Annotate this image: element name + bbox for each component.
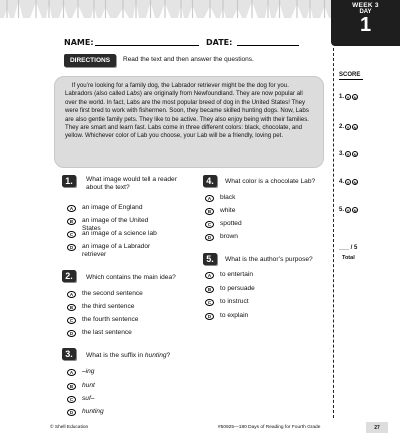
question-number-badge: 5. xyxy=(203,253,217,265)
question-text: Which contains the main idea? xyxy=(86,274,176,281)
question-number-badge: 3. xyxy=(62,348,76,360)
question-text: What is the suffix in hunting? xyxy=(86,352,171,359)
answer-option[interactable] xyxy=(67,329,187,337)
score-item-number: 1. xyxy=(339,94,345,100)
day-label: DAY xyxy=(359,9,372,15)
answer-option[interactable] xyxy=(205,298,325,306)
answer-bubble[interactable]: A xyxy=(67,369,76,376)
answer-option[interactable] xyxy=(67,395,187,403)
band-trunk-shape xyxy=(237,0,238,18)
answer-bubble[interactable]: D xyxy=(67,330,76,337)
score-item-number: 4. xyxy=(339,179,345,185)
answer-option[interactable] xyxy=(67,316,187,324)
answer-option[interactable] xyxy=(67,303,187,311)
score-total-label: Total xyxy=(342,255,355,261)
answer-bubble[interactable]: D xyxy=(67,244,76,251)
answer-option[interactable] xyxy=(205,271,325,279)
answer-option[interactable] xyxy=(205,285,325,293)
day-number: 1 xyxy=(359,14,372,36)
score-item xyxy=(339,151,358,157)
band-trunk-shape xyxy=(105,0,106,18)
footer-title: #50925—180 Days of Reading for Fourth Grade xyxy=(218,425,321,430)
band-trunk-shape xyxy=(6,0,7,18)
answer-bubble[interactable]: D xyxy=(205,234,214,241)
answer-bubble[interactable]: C xyxy=(67,396,76,403)
date-label: DATE: xyxy=(206,38,233,47)
band-trunk-shape xyxy=(209,0,210,18)
answer-option-label: spotted xyxy=(220,220,242,227)
answer-option-label: to entertain xyxy=(220,271,253,278)
question-text: What image would tell a reader about the text? xyxy=(86,176,177,191)
directions-text: Read the text and then answer the questions. xyxy=(123,56,254,63)
band-trunk-shape xyxy=(63,0,64,18)
band-trunk-shape xyxy=(267,0,268,18)
question-number-badge: 4. xyxy=(203,175,217,187)
answer-option-label: suf– xyxy=(82,395,95,402)
answer-bubble[interactable]: A xyxy=(67,205,76,212)
band-trunk-shape xyxy=(150,0,151,18)
answer-bubble[interactable]: C xyxy=(67,317,76,324)
band-trunk-shape xyxy=(251,0,252,18)
band-trunk-shape xyxy=(180,0,181,18)
band-trunk-shape xyxy=(279,0,280,18)
passage-text: If you’re looking for a family dog, the Labrador retriever might be the dog for you. Labradors (also called Labs) are originally from Newfoundland. They are now popular all over the world. In fact, Labs are the most popular breed of dog in the United States! They were first bred to work with fishermen. Soon, they became skilled hunting dogs. Now, Labs are also gentle family pets. They like to be active. They also enjoy being with their families. They are smart and learn fast. Labs come in three different colors: black, chocolate, and yellow. Whichever color of Lab you choose, your Lab will be a friendly, loving pet. xyxy=(65,82,309,140)
score-no-bubble[interactable]: N xyxy=(353,152,357,157)
answer-option-label: the second sentence xyxy=(82,290,143,297)
answer-bubble[interactable]: D xyxy=(67,409,76,416)
score-item xyxy=(339,207,358,213)
score-no-bubble[interactable]: N xyxy=(353,208,357,213)
answer-bubble[interactable]: A xyxy=(67,291,76,298)
answer-option[interactable] xyxy=(67,290,187,298)
answer-option-label: an image of the United States xyxy=(82,217,149,232)
band-trunk-shape xyxy=(93,0,94,18)
page-number: 27 xyxy=(366,422,388,433)
question-text: What color is a chocolate Lab? xyxy=(225,178,316,185)
answer-option[interactable] xyxy=(67,382,187,390)
answer-option[interactable] xyxy=(205,233,325,241)
band-trunk-shape xyxy=(309,0,310,18)
answer-option-label: the last sentence xyxy=(82,329,132,336)
band-trunk-shape xyxy=(122,0,123,18)
band-trunk-shape xyxy=(324,0,325,18)
band-trunk-shape xyxy=(35,0,36,18)
answer-option-label: an image of England xyxy=(82,204,143,211)
answer-option-label: to explain xyxy=(220,312,249,319)
answer-option-label: hunting xyxy=(82,408,104,415)
score-no-bubble[interactable]: N xyxy=(353,125,357,130)
score-yes-bubble[interactable]: Y xyxy=(346,208,350,213)
band-trunk-shape xyxy=(296,0,297,18)
score-no-bubble[interactable]: N xyxy=(353,95,357,100)
answer-option-label: to persuade xyxy=(220,285,255,292)
score-item xyxy=(339,94,358,100)
answer-bubble[interactable]: B xyxy=(67,383,76,390)
answer-option-label: the third sentence xyxy=(82,303,135,310)
score-yes-bubble[interactable]: Y xyxy=(346,125,350,130)
score-total-fraction: ___ / 5 xyxy=(339,245,358,251)
score-yes-bubble[interactable]: Y xyxy=(346,152,350,157)
answer-bubble[interactable]: B xyxy=(67,304,76,311)
score-divider xyxy=(333,48,334,418)
question-text: What is the author’s purpose? xyxy=(225,256,313,263)
score-item xyxy=(339,124,358,130)
band-trunk-shape xyxy=(77,0,78,18)
answer-bubble[interactable]: B xyxy=(67,218,76,225)
answer-option-label: to instruct xyxy=(220,298,249,305)
week-day-tab xyxy=(331,0,400,46)
answer-bubble[interactable]: C xyxy=(205,299,214,306)
answer-option-label: –ing xyxy=(82,368,95,375)
score-no-bubble[interactable]: N xyxy=(353,180,357,185)
answer-option[interactable] xyxy=(205,194,325,202)
question-number-badge: 1. xyxy=(62,175,76,187)
name-label: NAME: xyxy=(64,38,94,47)
answer-option-label: brown xyxy=(220,233,238,240)
band-trunk-shape xyxy=(222,0,223,18)
answer-option[interactable] xyxy=(67,204,187,212)
score-yes-bubble[interactable]: Y xyxy=(346,95,350,100)
score-header: SCORE xyxy=(339,72,361,78)
answer-option[interactable] xyxy=(205,207,325,215)
score-underline xyxy=(339,79,363,80)
date-line[interactable] xyxy=(237,45,299,46)
band-trunk-shape xyxy=(164,0,165,18)
answer-bubble[interactable]: C xyxy=(205,221,214,228)
answer-option-label: black xyxy=(220,194,236,201)
question-number-badge: 2. xyxy=(62,270,76,282)
score-item-number: 2. xyxy=(339,124,345,130)
score-item xyxy=(339,179,358,185)
answer-option-label: an image of a Labrador retriever xyxy=(82,243,151,258)
answer-option[interactable] xyxy=(67,408,187,416)
band-trunk-shape xyxy=(192,0,193,18)
week-label: WEEK 3 xyxy=(352,2,379,9)
score-yes-bubble[interactable]: Y xyxy=(346,180,350,185)
band-trunk-shape xyxy=(135,0,136,18)
directions-badge: DIRECTIONS xyxy=(64,54,116,67)
band-trunk-shape xyxy=(48,0,49,18)
answer-bubble[interactable]: C xyxy=(67,231,76,238)
answer-option[interactable] xyxy=(205,312,325,320)
reading-passage xyxy=(54,76,324,168)
answer-option[interactable] xyxy=(67,368,187,376)
answer-option-label: white xyxy=(220,207,236,214)
answer-bubble[interactable]: D xyxy=(205,313,214,320)
answer-bubble[interactable]: A xyxy=(205,272,214,279)
footer-copyright: © Shell Education xyxy=(50,425,89,430)
answer-option[interactable] xyxy=(205,220,325,228)
score-item-number: 3. xyxy=(339,151,345,157)
answer-bubble[interactable]: B xyxy=(205,286,214,293)
answer-option[interactable] xyxy=(67,230,187,238)
answer-bubble[interactable]: B xyxy=(205,208,214,215)
answer-bubble[interactable]: A xyxy=(205,195,214,202)
name-line[interactable] xyxy=(95,45,199,46)
answer-option-label: the fourth sentence xyxy=(82,316,139,323)
score-item-number: 5. xyxy=(339,207,345,213)
answer-option-label: an image of a science lab xyxy=(82,230,157,237)
answer-option[interactable] xyxy=(67,243,187,259)
answer-option-label: hunt xyxy=(82,382,95,389)
band-trunk-shape xyxy=(18,0,19,18)
